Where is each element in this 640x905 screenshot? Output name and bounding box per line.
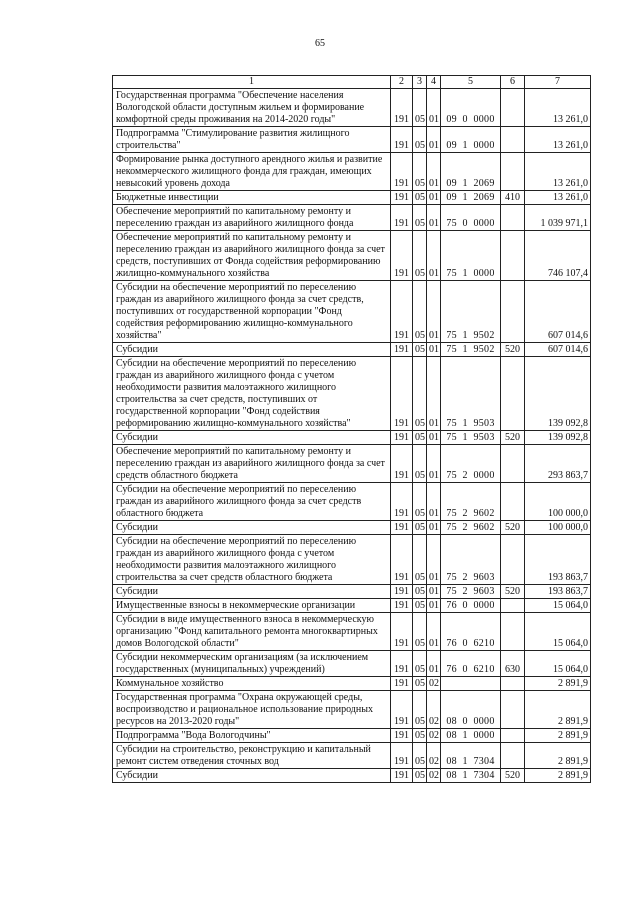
column-header: 5 xyxy=(441,76,501,89)
subsection-code-cell: 01 xyxy=(427,445,441,483)
expense-type-cell xyxy=(501,153,525,191)
ved-code-cell: 191 xyxy=(391,281,413,343)
table-row xyxy=(113,153,591,191)
target-article-cell: 75 2 9602 xyxy=(441,521,501,535)
expense-type-cell xyxy=(501,613,525,651)
ved-code-cell: 191 xyxy=(391,651,413,677)
target-article-cell: 09 0 0000 xyxy=(441,89,501,127)
column-header: 3 xyxy=(413,76,427,89)
subsection-code-cell: 01 xyxy=(427,191,441,205)
column-header: 4 xyxy=(427,76,441,89)
target-article-cell: 08 1 0000 xyxy=(441,729,501,743)
amount-cell: 1 039 971,1 xyxy=(525,205,591,231)
ved-code-cell: 191 xyxy=(391,191,413,205)
amount-cell: 607 014,6 xyxy=(525,343,591,357)
table-row xyxy=(113,677,591,691)
section-code-cell: 05 xyxy=(413,677,427,691)
subsection-code-cell: 02 xyxy=(427,743,441,769)
expense-type-cell xyxy=(501,205,525,231)
ved-code-cell: 191 xyxy=(391,431,413,445)
table-row xyxy=(113,89,591,127)
amount-cell: 2 891,9 xyxy=(525,691,591,729)
table-row xyxy=(113,769,591,783)
table-row xyxy=(113,281,591,343)
section-code-cell: 05 xyxy=(413,729,427,743)
section-code-cell: 05 xyxy=(413,521,427,535)
amount-cell: 139 092,8 xyxy=(525,357,591,431)
table-row xyxy=(113,231,591,281)
ved-code-cell: 191 xyxy=(391,357,413,431)
target-article-cell: 75 1 9502 xyxy=(441,281,501,343)
ved-code-cell: 191 xyxy=(391,769,413,783)
expense-type-cell xyxy=(501,691,525,729)
amount-cell: 193 863,7 xyxy=(525,585,591,599)
ved-code-cell: 191 xyxy=(391,521,413,535)
subsection-code-cell: 02 xyxy=(427,691,441,729)
header-row xyxy=(113,76,591,89)
table-row xyxy=(113,343,591,357)
column-header: 7 xyxy=(525,76,591,89)
section-code-cell: 05 xyxy=(413,191,427,205)
column-header: 2 xyxy=(391,76,413,89)
row-name-cell: Субсидии xyxy=(113,769,391,783)
expense-type-cell xyxy=(501,445,525,483)
row-name-cell: Субсидии xyxy=(113,343,391,357)
expense-type-cell xyxy=(501,535,525,585)
expense-type-cell: 630 xyxy=(501,651,525,677)
table-row xyxy=(113,535,591,585)
section-code-cell: 05 xyxy=(413,769,427,783)
ved-code-cell: 191 xyxy=(391,585,413,599)
target-article-cell: 75 2 9603 xyxy=(441,535,501,585)
row-name-cell: Государственная программа "Обеспечение населения Вологодской области доступным жильем и формирование комфортной среды проживания на 2014-2020 годы" xyxy=(113,89,391,127)
column-header: 6 xyxy=(501,76,525,89)
ved-code-cell: 191 xyxy=(391,729,413,743)
section-code-cell: 05 xyxy=(413,205,427,231)
expense-type-cell xyxy=(501,677,525,691)
expense-type-cell: 520 xyxy=(501,585,525,599)
target-article-cell xyxy=(441,677,501,691)
subsection-code-cell: 01 xyxy=(427,89,441,127)
section-code-cell: 05 xyxy=(413,89,427,127)
row-name-cell: Подпрограмма "Вода Вологодчины" xyxy=(113,729,391,743)
subsection-code-cell: 01 xyxy=(427,521,441,535)
ved-code-cell: 191 xyxy=(391,691,413,729)
amount-cell: 13 261,0 xyxy=(525,89,591,127)
row-name-cell: Субсидии на обеспечение мероприятий по переселению граждан из аварийного жилищного фонда за счет средств областного бюджета xyxy=(113,483,391,521)
expense-type-cell xyxy=(501,599,525,613)
section-code-cell: 05 xyxy=(413,535,427,585)
row-name-cell: Субсидии на строительство, реконструкцию и капитальный ремонт систем отведения сточных вод xyxy=(113,743,391,769)
expense-type-cell xyxy=(501,281,525,343)
amount-cell: 13 261,0 xyxy=(525,153,591,191)
subsection-code-cell: 01 xyxy=(427,281,441,343)
section-code-cell: 05 xyxy=(413,691,427,729)
amount-cell: 2 891,9 xyxy=(525,769,591,783)
row-name-cell: Коммунальное хозяйство xyxy=(113,677,391,691)
row-name-cell: Формирование рынка доступного арендного жилья и развитие некоммерческого жилищного фонда для граждан, имеющих невысокий уровень дохода xyxy=(113,153,391,191)
expense-type-cell xyxy=(501,357,525,431)
subsection-code-cell: 01 xyxy=(427,599,441,613)
table-row xyxy=(113,613,591,651)
expense-type-cell: 520 xyxy=(501,343,525,357)
subsection-code-cell: 02 xyxy=(427,677,441,691)
amount-cell: 746 107,4 xyxy=(525,231,591,281)
ved-code-cell: 191 xyxy=(391,677,413,691)
subsection-code-cell: 01 xyxy=(427,357,441,431)
expense-type-cell: 520 xyxy=(501,431,525,445)
subsection-code-cell: 02 xyxy=(427,729,441,743)
target-article-cell: 76 0 0000 xyxy=(441,599,501,613)
row-name-cell: Субсидии xyxy=(113,431,391,445)
section-code-cell: 05 xyxy=(413,445,427,483)
section-code-cell: 05 xyxy=(413,281,427,343)
row-name-cell: Субсидии на обеспечение мероприятий по переселению граждан из аварийного жилищного фонда за счет средств, поступивших от государственной корпорации "Фонд содействия реформированию жилищно-коммунального хозяйства" xyxy=(113,281,391,343)
section-code-cell: 05 xyxy=(413,651,427,677)
amount-cell: 2 891,9 xyxy=(525,729,591,743)
budget-table xyxy=(112,75,591,783)
row-name-cell: Субсидии xyxy=(113,585,391,599)
amount-cell: 15 064,0 xyxy=(525,651,591,677)
row-name-cell: Обеспечение мероприятий по капитальному ремонту и переселению граждан из аварийного жилищного фонда за счет средств областного бюджета xyxy=(113,445,391,483)
table-row xyxy=(113,445,591,483)
table-row xyxy=(113,521,591,535)
target-article-cell: 09 1 2069 xyxy=(441,153,501,191)
table-row xyxy=(113,743,591,769)
amount-cell: 2 891,9 xyxy=(525,743,591,769)
section-code-cell: 05 xyxy=(413,483,427,521)
target-article-cell: 75 2 9603 xyxy=(441,585,501,599)
row-name-cell: Субсидии на обеспечение мероприятий по переселению граждан из аварийного жилищного фонда с учетом необходимости развития малоэтажного жилищного строительства за счет средств, поступивших от государственной корпорации "Фонд содействия реформированию жилищно-коммунального хозяйства" xyxy=(113,357,391,431)
ved-code-cell: 191 xyxy=(391,231,413,281)
ved-code-cell: 191 xyxy=(391,445,413,483)
table-body xyxy=(113,89,591,783)
table-row xyxy=(113,651,591,677)
amount-cell: 15 064,0 xyxy=(525,613,591,651)
ved-code-cell: 191 xyxy=(391,613,413,651)
table-row xyxy=(113,191,591,205)
target-article-cell: 09 1 2069 xyxy=(441,191,501,205)
table-row xyxy=(113,357,591,431)
subsection-code-cell: 01 xyxy=(427,651,441,677)
section-code-cell: 05 xyxy=(413,431,427,445)
amount-cell: 293 863,7 xyxy=(525,445,591,483)
table-row xyxy=(113,205,591,231)
section-code-cell: 05 xyxy=(413,585,427,599)
table-row xyxy=(113,691,591,729)
page-number: 65 xyxy=(315,38,325,49)
subsection-code-cell: 01 xyxy=(427,205,441,231)
expense-type-cell xyxy=(501,231,525,281)
ved-code-cell: 191 xyxy=(391,535,413,585)
ved-code-cell: 191 xyxy=(391,343,413,357)
section-code-cell: 05 xyxy=(413,153,427,191)
subsection-code-cell: 01 xyxy=(427,127,441,153)
ved-code-cell: 191 xyxy=(391,153,413,191)
target-article-cell: 09 1 0000 xyxy=(441,127,501,153)
amount-cell: 13 261,0 xyxy=(525,191,591,205)
target-article-cell: 75 0 0000 xyxy=(441,205,501,231)
section-code-cell: 05 xyxy=(413,127,427,153)
subsection-code-cell: 01 xyxy=(427,535,441,585)
table-row xyxy=(113,599,591,613)
section-code-cell: 05 xyxy=(413,599,427,613)
row-name-cell: Субсидии на обеспечение мероприятий по переселению граждан из аварийного жилищного фонда с учетом необходимости развития малоэтажного жилищного строительства за счет средств областного бюджета xyxy=(113,535,391,585)
row-name-cell: Обеспечение мероприятий по капитальному ремонту и переселению граждан из аварийного жилищного фонда за счет средств, поступивших от Фонда содействия реформированию жилищно-коммунального хозяйства xyxy=(113,231,391,281)
table-row xyxy=(113,585,591,599)
expense-type-cell xyxy=(501,483,525,521)
section-code-cell: 05 xyxy=(413,231,427,281)
expense-type-cell xyxy=(501,127,525,153)
expense-type-cell xyxy=(501,89,525,127)
subsection-code-cell: 01 xyxy=(427,231,441,281)
amount-cell: 193 863,7 xyxy=(525,535,591,585)
ved-code-cell: 191 xyxy=(391,205,413,231)
ved-code-cell: 191 xyxy=(391,743,413,769)
section-code-cell: 05 xyxy=(413,613,427,651)
table-row xyxy=(113,729,591,743)
row-name-cell: Субсидии некоммерческим организациям (за исключением государственных (муниципальных) учреждений) xyxy=(113,651,391,677)
ved-code-cell: 191 xyxy=(391,127,413,153)
row-name-cell: Бюджетные инвестиции xyxy=(113,191,391,205)
target-article-cell: 08 1 7304 xyxy=(441,743,501,769)
column-header: 1 xyxy=(113,76,391,89)
target-article-cell: 08 1 7304 xyxy=(441,769,501,783)
target-article-cell: 75 2 0000 xyxy=(441,445,501,483)
section-code-cell: 05 xyxy=(413,343,427,357)
amount-cell: 100 000,0 xyxy=(525,483,591,521)
table-row xyxy=(113,127,591,153)
row-name-cell: Имущественные взносы в некоммерческие организации xyxy=(113,599,391,613)
target-article-cell: 76 0 6210 xyxy=(441,651,501,677)
amount-cell: 2 891,9 xyxy=(525,677,591,691)
target-article-cell: 75 1 9503 xyxy=(441,357,501,431)
table-row xyxy=(113,483,591,521)
expense-type-cell: 520 xyxy=(501,521,525,535)
expense-type-cell xyxy=(501,729,525,743)
subsection-code-cell: 01 xyxy=(427,153,441,191)
target-article-cell: 76 0 6210 xyxy=(441,613,501,651)
row-name-cell: Субсидии xyxy=(113,521,391,535)
target-article-cell: 75 1 9503 xyxy=(441,431,501,445)
amount-cell: 607 014,6 xyxy=(525,281,591,343)
amount-cell: 15 064,0 xyxy=(525,599,591,613)
expense-type-cell xyxy=(501,743,525,769)
target-article-cell: 75 2 9602 xyxy=(441,483,501,521)
ved-code-cell: 191 xyxy=(391,89,413,127)
ved-code-cell: 191 xyxy=(391,483,413,521)
section-code-cell: 05 xyxy=(413,743,427,769)
section-code-cell: 05 xyxy=(413,357,427,431)
ved-code-cell: 191 xyxy=(391,599,413,613)
subsection-code-cell: 01 xyxy=(427,585,441,599)
subsection-code-cell: 01 xyxy=(427,343,441,357)
row-name-cell: Обеспечение мероприятий по капитальному ремонту и переселению граждан из аварийного жилищного фонда xyxy=(113,205,391,231)
subsection-code-cell: 01 xyxy=(427,483,441,521)
row-name-cell: Субсидии в виде имущественного взноса в некоммерческую организацию "Фонд капитального ремонта многоквартирных домов Вологодской области" xyxy=(113,613,391,651)
expense-type-cell: 410 xyxy=(501,191,525,205)
subsection-code-cell: 01 xyxy=(427,431,441,445)
target-article-cell: 75 1 0000 xyxy=(441,231,501,281)
amount-cell: 13 261,0 xyxy=(525,127,591,153)
amount-cell: 139 092,8 xyxy=(525,431,591,445)
row-name-cell: Государственная программа "Охрана окружающей среды, воспроизводство и рациональное использование природных ресурсов на 2013-2020 годы" xyxy=(113,691,391,729)
row-name-cell: Подпрограмма "Стимулирование развития жилищного строительства" xyxy=(113,127,391,153)
amount-cell: 100 000,0 xyxy=(525,521,591,535)
subsection-code-cell: 02 xyxy=(427,769,441,783)
table-row xyxy=(113,431,591,445)
target-article-cell: 75 1 9502 xyxy=(441,343,501,357)
subsection-code-cell: 01 xyxy=(427,613,441,651)
target-article-cell: 08 0 0000 xyxy=(441,691,501,729)
expense-type-cell: 520 xyxy=(501,769,525,783)
